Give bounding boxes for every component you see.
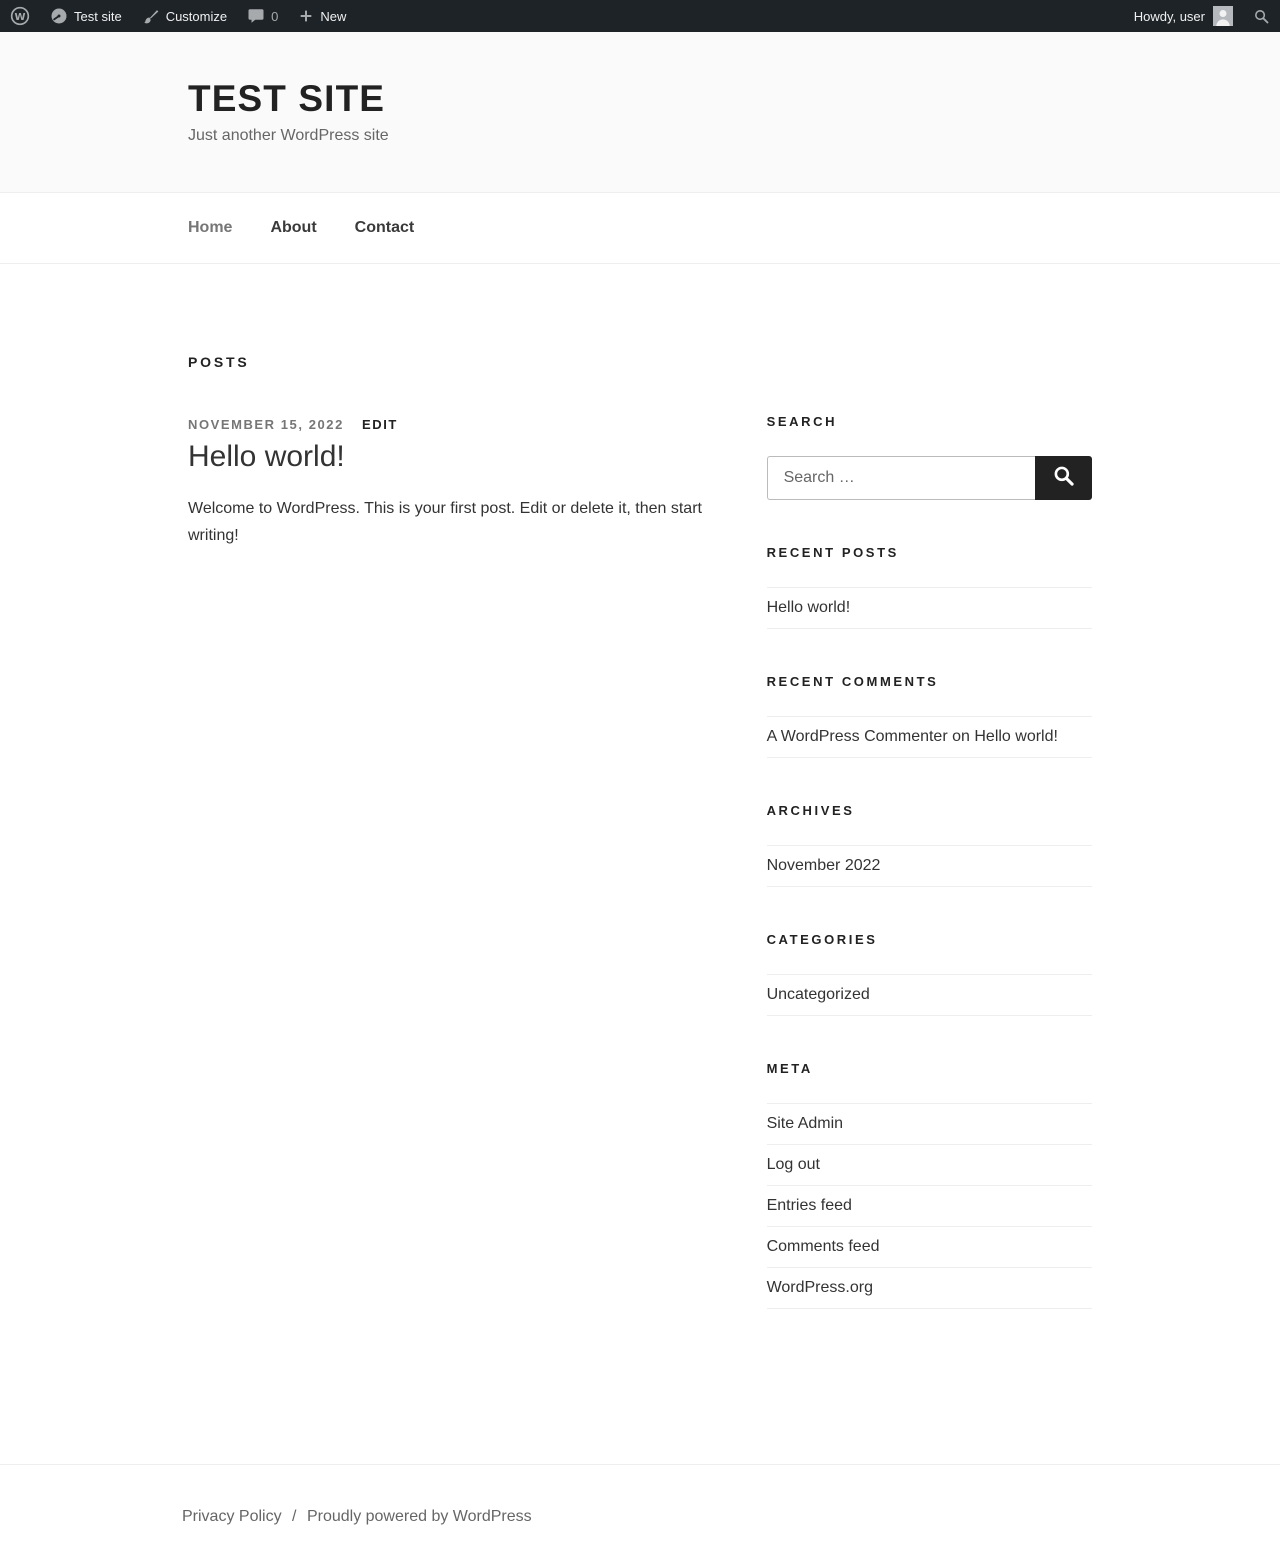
search-widget-title: SEARCH <box>766 413 838 429</box>
site-name-menu[interactable] <box>40 0 132 32</box>
recent-posts-title: RECENT POSTS <box>766 544 899 560</box>
admin-bar-right <box>1124 0 1280 32</box>
recent-posts-widget <box>767 545 1092 629</box>
search-submit-button[interactable] <box>1035 456 1092 500</box>
dashboard-icon <box>50 7 68 25</box>
recent-comments-title: RECENT COMMENTS <box>766 673 939 689</box>
sidebar <box>767 414 1092 1354</box>
nav-item-about[interactable] <box>270 216 316 240</box>
post-title-link[interactable]: Hello world! <box>188 439 345 473</box>
search-widget <box>767 414 1092 500</box>
page-title: POSTS <box>188 353 250 370</box>
post-article <box>188 417 712 550</box>
nav-link-about[interactable]: About <box>270 218 317 236</box>
customize-label: Customize <box>165 8 228 24</box>
site-content <box>140 264 1140 1464</box>
archives-title: ARCHIVES <box>766 802 855 818</box>
site-tagline: Just another WordPress site <box>188 126 389 144</box>
main-navigation <box>0 192 1280 264</box>
log-out-link[interactable]: Log out <box>766 1155 820 1173</box>
comments-feed-link[interactable]: Comments feed <box>766 1237 880 1255</box>
list-item[interactable] <box>767 846 1092 887</box>
meta-title: META <box>766 1060 813 1076</box>
footer-separator: / <box>292 1507 297 1525</box>
new-content-menu[interactable] <box>288 0 356 32</box>
site-footer <box>0 1464 1280 1567</box>
site-name-label: Test site <box>74 8 122 24</box>
list-item[interactable] <box>767 1227 1092 1268</box>
nav-item-home[interactable] <box>188 216 232 240</box>
list-item[interactable] <box>767 1104 1092 1145</box>
wordpress-org-link[interactable]: WordPress.org <box>766 1278 873 1296</box>
list-item[interactable] <box>767 1268 1092 1309</box>
recent-comments-widget <box>767 674 1092 758</box>
recent-post-link[interactable]: Hello world! <box>766 598 851 616</box>
archives-widget <box>767 803 1092 887</box>
powered-by-link[interactable]: Proudly powered by WordPress <box>306 1507 532 1525</box>
comments-count: 0 <box>271 8 279 24</box>
meta-widget <box>767 1061 1092 1309</box>
search-icon <box>1253 8 1270 25</box>
admin-bar <box>0 0 1280 32</box>
magnifier-icon <box>1051 463 1077 492</box>
categories-widget <box>767 932 1092 1016</box>
search-input[interactable] <box>767 456 1035 500</box>
comment-author-link[interactable]: A WordPress Commenter <box>766 727 948 745</box>
list-item[interactable] <box>767 588 1092 629</box>
list-item[interactable] <box>767 717 1092 758</box>
site-header <box>0 32 1280 192</box>
post-date[interactable]: NOVEMBER 15, 2022 <box>188 416 344 432</box>
paintbrush-icon <box>142 7 160 25</box>
post-body: Welcome to WordPress. This is your first post. Edit or delete it, then start writing! <box>188 500 702 544</box>
category-link[interactable]: Uncategorized <box>766 985 870 1003</box>
avatar <box>1213 6 1233 26</box>
entries-feed-link[interactable]: Entries feed <box>766 1196 852 1214</box>
admin-bar-left <box>0 0 356 32</box>
new-label: New <box>320 8 347 24</box>
list-item[interactable] <box>767 1186 1092 1227</box>
entry-meta <box>188 417 712 432</box>
svg-text:W: W <box>14 11 26 23</box>
nav-link-contact[interactable]: Contact <box>354 218 415 236</box>
list-item[interactable] <box>767 975 1092 1016</box>
account-menu[interactable] <box>1124 0 1243 32</box>
wordpress-logo-menu[interactable] <box>0 0 40 32</box>
privacy-policy-link[interactable]: Privacy Policy <box>182 1507 282 1525</box>
customize-menu[interactable] <box>132 0 237 32</box>
comments-bubble-icon <box>247 7 265 25</box>
nav-item-contact[interactable] <box>355 216 415 240</box>
wordpress-logo-icon <box>10 6 30 26</box>
admin-search[interactable] <box>1243 0 1280 32</box>
archive-link[interactable]: November 2022 <box>766 856 881 874</box>
edit-link[interactable]: EDIT <box>362 416 398 432</box>
site-title[interactable]: TEST SITE <box>188 78 386 119</box>
categories-title: CATEGORIES <box>766 931 878 947</box>
comment-post-link[interactable]: Hello world! <box>974 727 1058 745</box>
comment-conjunction: on <box>952 727 970 745</box>
list-item[interactable] <box>767 1145 1092 1186</box>
comments-menu[interactable] <box>237 0 288 32</box>
howdy-label: Howdy, user <box>1133 8 1205 24</box>
plus-icon <box>298 8 314 24</box>
post-title <box>188 438 712 476</box>
search-form <box>767 456 1092 500</box>
site-admin-link[interactable]: Site Admin <box>766 1114 844 1132</box>
nav-link-home[interactable]: Home <box>188 218 233 236</box>
footer-text <box>182 1508 1098 1526</box>
posts-area <box>188 354 712 550</box>
